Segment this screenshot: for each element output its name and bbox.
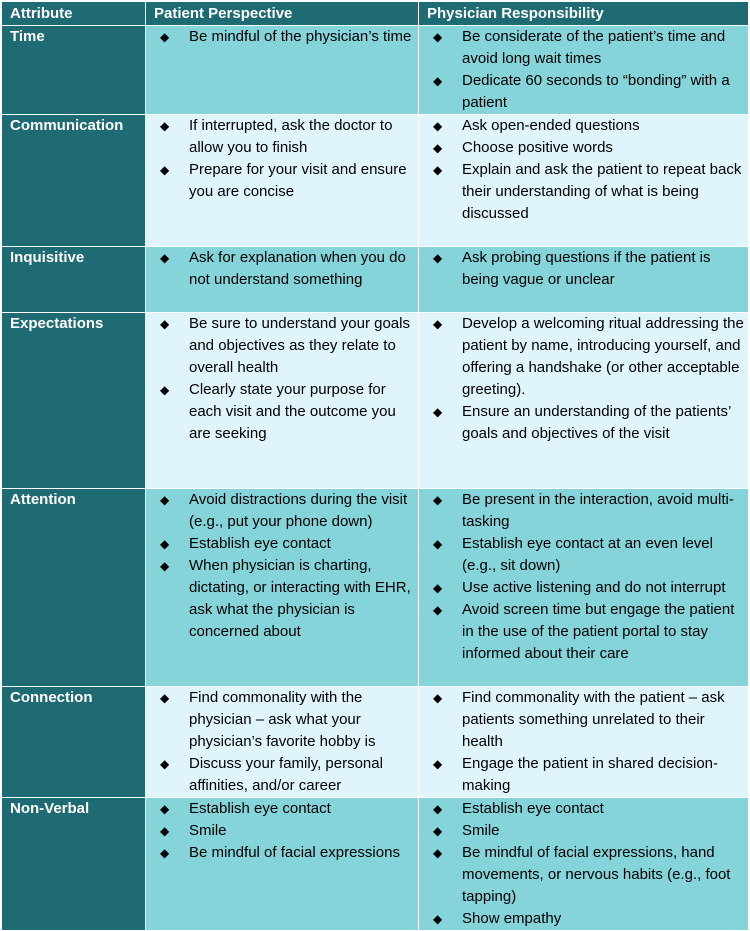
bullet-list (419, 247, 748, 291)
diamond-bullet-icon: ◆ (160, 757, 170, 771)
diamond-bullet-icon: ◆ (433, 537, 443, 551)
patient-perspective-cell (146, 247, 419, 313)
diamond-bullet-icon: ◆ (433, 493, 443, 507)
header-attribute: Attribute (2, 2, 146, 26)
bullet-list (146, 247, 418, 291)
diamond-bullet-icon: ◆ (160, 802, 170, 816)
list-item-text: Smile (462, 822, 500, 839)
patient-perspective-cell (146, 687, 419, 798)
diamond-bullet-icon: ◆ (433, 119, 443, 133)
list-item (146, 26, 418, 48)
bullet-list (146, 489, 418, 643)
list-item (419, 247, 748, 291)
list-item (146, 798, 418, 820)
list-item-text: Smile (189, 822, 227, 839)
list-item-text: Ask for explanation when you do not understand something (189, 249, 406, 288)
table-row (2, 489, 749, 687)
list-item (146, 842, 418, 864)
patient-perspective-cell (146, 115, 419, 247)
list-item-text: Find commonality with the patient – ask patients something unrelated to their health (462, 689, 725, 750)
attribute-cell: Connection (2, 687, 146, 798)
list-item-text: If interrupted, ask the doctor to allow you to finish (189, 117, 393, 156)
list-item-text: Avoid distractions during the visit (e.g., put your phone down) (189, 491, 408, 530)
list-item (146, 379, 418, 445)
list-item-text: Be considerate of the patient’s time and avoid long wait times (462, 28, 726, 67)
table-row (2, 313, 749, 489)
diamond-bullet-icon: ◆ (433, 251, 443, 265)
diamond-bullet-icon: ◆ (433, 603, 443, 617)
list-item (419, 115, 748, 137)
list-item-text: Ensure an understanding of the patients’ goals and objectives of the visit (462, 403, 731, 442)
physician-responsibility-cell (419, 687, 749, 798)
diamond-bullet-icon: ◆ (160, 383, 170, 397)
list-item (146, 489, 418, 533)
physician-responsibility-cell (419, 247, 749, 313)
list-item (419, 26, 748, 70)
list-item-text: Avoid screen time but engage the patient in the use of the patient portal to stay informed about their care (462, 601, 735, 662)
attribute-cell: Expectations (2, 313, 146, 489)
diamond-bullet-icon: ◆ (433, 74, 443, 88)
attribute-table (1, 1, 749, 931)
patient-perspective-cell (146, 489, 419, 687)
diamond-bullet-icon: ◆ (160, 317, 170, 331)
list-item (146, 115, 418, 159)
diamond-bullet-icon: ◆ (433, 141, 443, 155)
list-item (419, 820, 748, 842)
diamond-bullet-icon: ◆ (433, 912, 443, 926)
bullet-list (146, 798, 418, 864)
list-item-text: Establish eye contact (189, 535, 331, 552)
list-item-text: Discuss your family, personal affinities, and/or career (189, 755, 383, 794)
list-item-text: Find commonality with the physician – ask what your physician’s favorite hobby is (189, 689, 376, 750)
list-item (419, 533, 748, 577)
diamond-bullet-icon: ◆ (160, 559, 170, 573)
physician-responsibility-cell (419, 26, 749, 115)
list-item (146, 159, 418, 203)
list-item-text: Engage the patient in shared decision-making (462, 755, 719, 794)
list-item-text: Be present in the interaction, avoid multi-tasking (462, 491, 734, 530)
bullet-list (419, 26, 748, 114)
list-item-text: Be sure to understand your goals and objectives as they relate to overall health (189, 315, 410, 376)
table-row (2, 687, 749, 798)
list-item-text: When physician is charting, dictating, or interacting with EHR, ask what the physician is concerned about (189, 557, 411, 640)
list-item-text: Show empathy (462, 910, 562, 927)
list-item (419, 687, 748, 753)
list-item (419, 313, 748, 401)
bullet-list (146, 26, 418, 48)
diamond-bullet-icon: ◆ (433, 405, 443, 419)
diamond-bullet-icon: ◆ (160, 846, 170, 860)
bullet-list (419, 489, 748, 665)
header-physician-responsibility: Physician Responsibility (419, 2, 749, 26)
diamond-bullet-icon: ◆ (433, 802, 443, 816)
table-row (2, 798, 749, 931)
diamond-bullet-icon: ◆ (433, 846, 443, 860)
list-item (419, 753, 748, 797)
physician-responsibility-cell (419, 798, 749, 931)
diamond-bullet-icon: ◆ (160, 691, 170, 705)
attribute-cell: Attention (2, 489, 146, 687)
list-item-text: Prepare for your visit and ensure you are concise (189, 161, 407, 200)
diamond-bullet-icon: ◆ (160, 163, 170, 177)
attribute-cell: Non-Verbal (2, 798, 146, 931)
list-item-text: Ask open-ended questions (462, 117, 640, 134)
list-item-text: Choose positive words (462, 139, 613, 156)
list-item-text: Be mindful of facial expressions, hand movements, or nervous habits (e.g., foot tapping) (462, 844, 731, 905)
table-body (2, 26, 749, 931)
table-row (2, 247, 749, 313)
list-item (419, 577, 748, 599)
bullet-list (146, 115, 418, 203)
patient-perspective-cell (146, 26, 419, 115)
physician-responsibility-cell (419, 489, 749, 687)
diamond-bullet-icon: ◆ (433, 691, 443, 705)
list-item-text: Establish eye contact at an even level (e.g., sit down) (462, 535, 713, 574)
physician-responsibility-cell (419, 313, 749, 489)
physician-responsibility-cell (419, 115, 749, 247)
patient-perspective-cell (146, 313, 419, 489)
diamond-bullet-icon: ◆ (433, 581, 443, 595)
list-item-text: Use active listening and do not interrupt (462, 579, 726, 596)
list-item (146, 247, 418, 291)
list-item (419, 798, 748, 820)
bullet-list (419, 115, 748, 225)
list-item (419, 137, 748, 159)
bullet-list (146, 687, 418, 797)
list-item-text: Establish eye contact (462, 800, 604, 817)
diamond-bullet-icon: ◆ (433, 317, 443, 331)
list-item-text: Be mindful of the physician’s time (189, 28, 412, 45)
diamond-bullet-icon: ◆ (433, 757, 443, 771)
list-item (419, 489, 748, 533)
list-item (146, 687, 418, 753)
header-patient-perspective: Patient Perspective (146, 2, 419, 26)
list-item (146, 555, 418, 643)
list-item (419, 842, 748, 908)
bullet-list (419, 798, 748, 930)
list-item-text: Dedicate 60 seconds to “bonding” with a patient (462, 72, 730, 111)
bullet-list (419, 313, 748, 445)
list-item-text: Ask probing questions if the patient is being vague or unclear (462, 249, 711, 288)
list-item-text: Establish eye contact (189, 800, 331, 817)
header-row (2, 2, 749, 26)
diamond-bullet-icon: ◆ (160, 251, 170, 265)
diamond-bullet-icon: ◆ (160, 30, 170, 44)
diamond-bullet-icon: ◆ (433, 30, 443, 44)
list-item (419, 908, 748, 930)
attribute-cell: Inquisitive (2, 247, 146, 313)
diamond-bullet-icon: ◆ (160, 119, 170, 133)
list-item-text: Explain and ask the patient to repeat back their understanding of what is being discussed (462, 161, 742, 222)
list-item-text: Clearly state your purpose for each visit and the outcome you are seeking (189, 381, 396, 442)
attribute-cell: Communication (2, 115, 146, 247)
table-row (2, 115, 749, 247)
list-item-text: Develop a welcoming ritual addressing the patient by name, introducing yourself, and offering a handshake (or other acceptable greeting). (462, 315, 744, 398)
patient-perspective-cell (146, 798, 419, 931)
list-item (419, 159, 748, 225)
list-item (419, 599, 748, 665)
diamond-bullet-icon: ◆ (433, 824, 443, 838)
attribute-cell: Time (2, 26, 146, 115)
list-item-text: Be mindful of facial expressions (189, 844, 400, 861)
list-item (419, 401, 748, 445)
bullet-list (146, 313, 418, 445)
diamond-bullet-icon: ◆ (160, 824, 170, 838)
diamond-bullet-icon: ◆ (160, 537, 170, 551)
list-item (419, 70, 748, 114)
bullet-list (419, 687, 748, 797)
list-item (146, 533, 418, 555)
diamond-bullet-icon: ◆ (160, 493, 170, 507)
list-item (146, 313, 418, 379)
diamond-bullet-icon: ◆ (433, 163, 443, 177)
list-item (146, 820, 418, 842)
list-item (146, 753, 418, 797)
table-row (2, 26, 749, 115)
